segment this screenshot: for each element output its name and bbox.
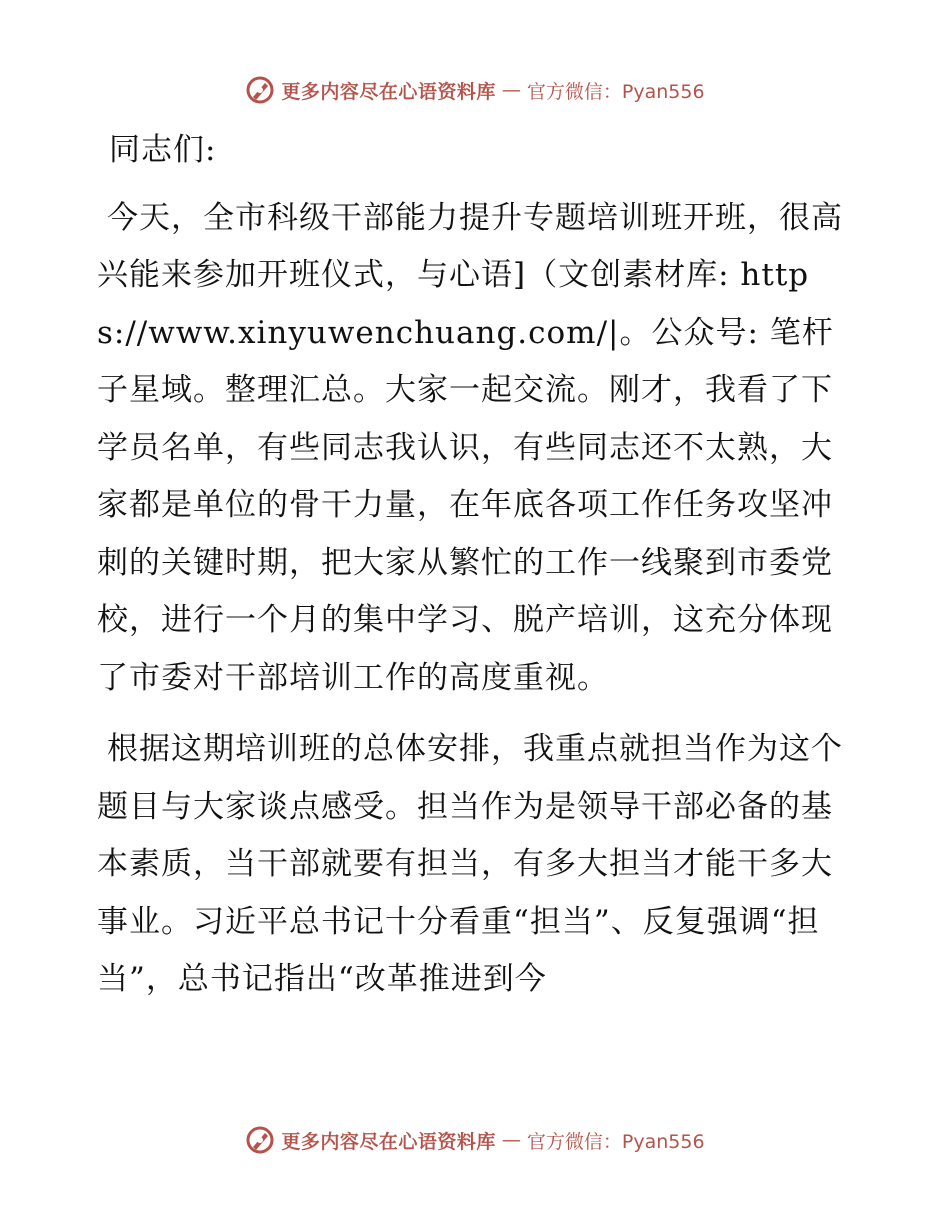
pen-circle-logo-icon: [245, 75, 275, 105]
header-banner: [0, 70, 950, 110]
paragraph-2: 根据这期培训班的总体安排，我重点就担当作为这个题目与大家谈点感受。担当作为是领导干部必备的基本素质，当干部就要有担当，有多大担当才能干多大事业。习近平总书记十分看重“担当”、反复强调“担当”，总书记指出“改革推进到今: [97, 731, 843, 997]
banner-separator: —: [501, 1129, 521, 1151]
document-body: [97, 122, 857, 1023]
banner-title: 更多内容尽在心语资料库: [281, 1130, 496, 1153]
paragraph-1: 今天，全市科级干部能力提升专题培训班开班，很高兴能来参加开班仪式，与心语]（文创素材库: https://www.xinyuwenchuang.com/|。公众号: 笔杆子星域。整理汇总。大家一起交流。刚才，我看了下学员名单，有些同志我认识，有些同志还不太熟，大家都是单位的骨干力量，在年底各项工作任务攻坚冲刺的关键时期，把大家从繁忙的工作一线聚到市委党校，进行一个月的集中学习、脱产培训，这充分体现了市委对干部培训工作的高度重视。: [97, 199, 843, 696]
pen-circle-logo-icon: [245, 1125, 275, 1155]
banner-wechat: 官方微信：Pyan556: [526, 80, 705, 103]
footer-banner: [0, 1120, 950, 1160]
salutation: 同志们:: [109, 132, 217, 168]
banner-title: 更多内容尽在心语资料库: [281, 80, 496, 103]
banner-wechat: 官方微信：Pyan556: [526, 1130, 705, 1153]
banner-separator: —: [501, 79, 521, 101]
